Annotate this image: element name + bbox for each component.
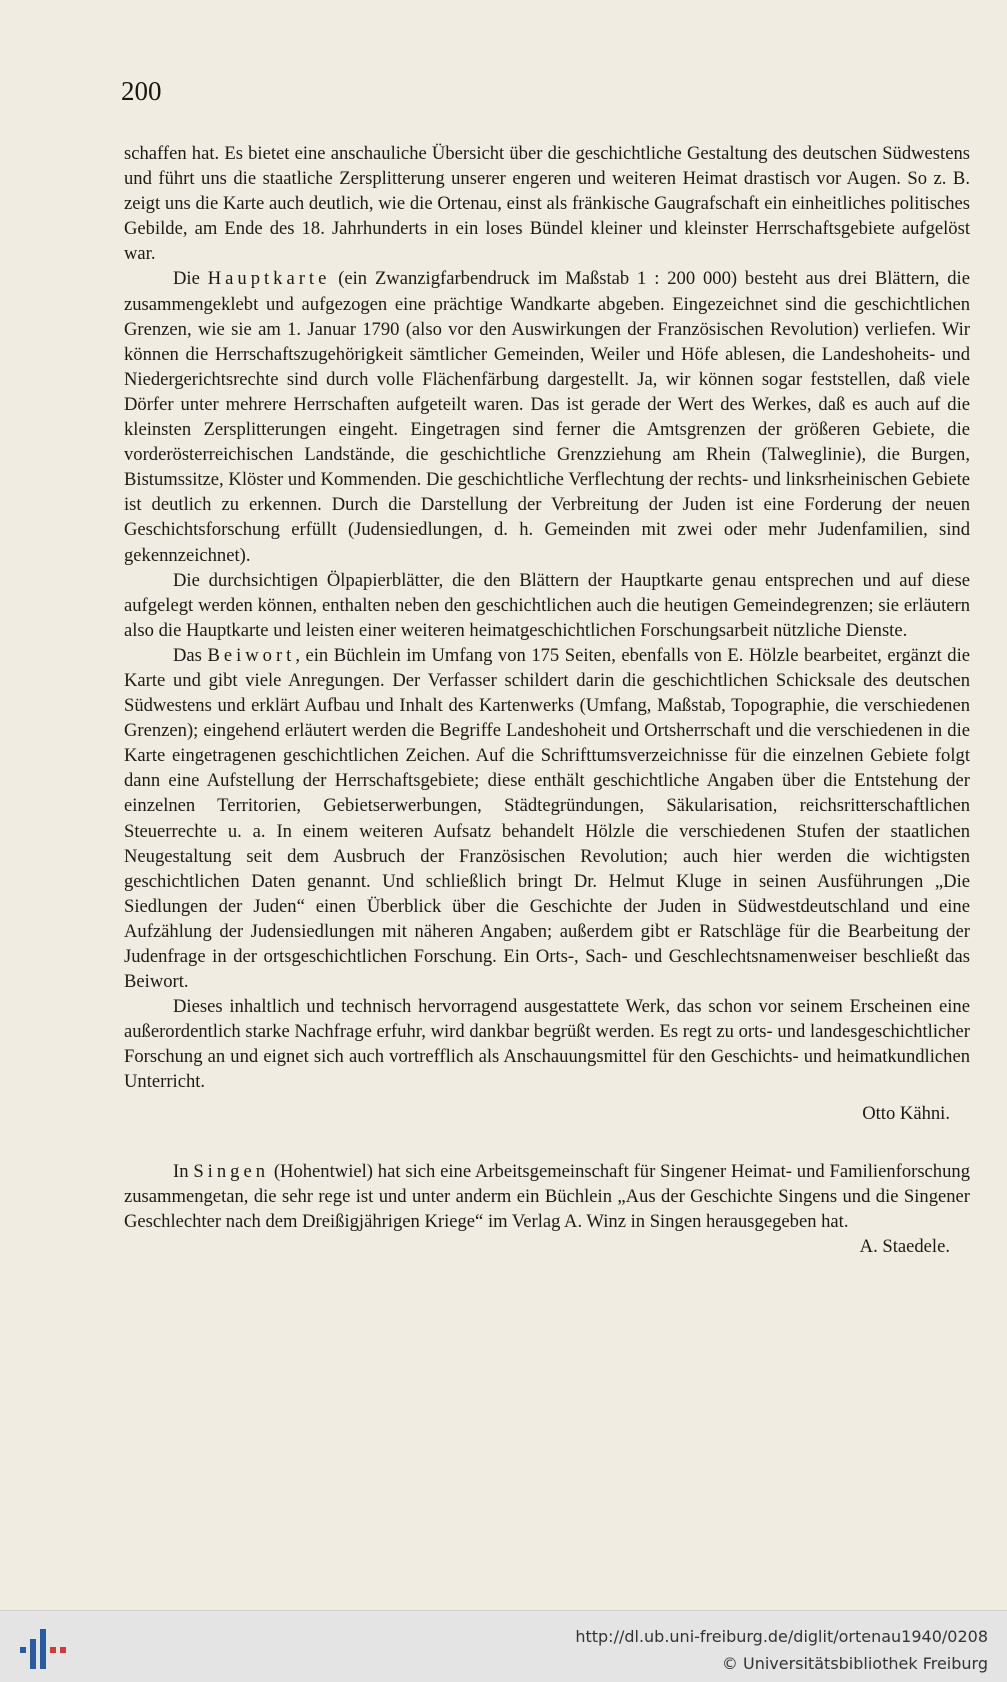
paragraph-6 <box>124 1159 970 1234</box>
paragraph-2 <box>124 266 970 567</box>
paragraph-1: schaffen hat. Es bietet eine anschauliche Übersicht über die geschichtliche Gestaltung des deutschen Südwestens und führt uns die staatliche Zersplitterung unserer engeren und weiteren Heimat drastisch vor Augen. So z. B. zeigt uns die Karte auch deutlich, wie die Ortenau, einst als fränkische Gaugrafschaft ein einheitliches politisches Gebilde, am Ende des 18. Jahrhunderts in ein loses Bündel kleiner und kleinster Herrschaftsgebiete aufgelöst war. <box>124 143 970 265</box>
paragraph-6-body: (Hohentwiel) hat sich eine Arbeitsgemeinschaft für Singener Heimat- und Familienforschung zusammengetan, die sehr rege ist und unter anderm ein Büchlein „Aus der Geschichte Singens und die Singener Geschlechter nach dem Dreißigjährigen Kriege“ im Verlag A. Winz in Singen herausgegeben hat. <box>124 1160 970 1232</box>
article-text <box>124 141 970 1259</box>
paragraph-4-body: , ein Büchlein im Umfang von 175 Seiten, ebenfalls von E. Hölzle bearbeitet, ergänzt die Karte und gibt viele Anregungen. Der Verfasser schildert darin die geschichtlichen Schicksale des deutschen Südwestens und erklärt Aufbau und Inhalt des Kartenwerks (Umfang, Maßstab, Topographie, die verschiedenen Grenzen); eingehend erläutert werden die Begriffe Landeshoheit und Ortsherrschaft und die verschiedenen in die Karte eingetragenen geschichtlichen Zeichen. Auf die Schrifttumsverzeichnisse für die einzelnen Gebiete folgt dann eine Aufstellung der Herrschaftsgebiete; diese enthält geschichtliche Angaben über die Entstehung der einzelnen Territorien, Gebietserwerbungen, Städtegründungen, Säkularisation, reichsritterschaftlichen Steuerrechte u. a. In einem weiteren Aufsatz behandelt Hölzle die verschiedenen Stufen der staatlichen Neugestaltung seit dem Ausbruch der Französischen Revolution; auch hier werden die wichtigsten geschichtlichen Daten genannt. Und schließlich bringt Dr. Helmut Kluge in seinen Ausführungen „Die Siedlungen der Juden“ einen Überblick über die Geschichte der Juden in Südwestdeutschland und eine Aufzählung der Judensiedlungen mit näheren Angaben; außerdem gibt er Ratschläge für die Bearbeitung der Judenfrage in der ortsgeschichtlichen Forschung. Ein Orts-, Sach- und Geschlechtsnamenweiser beschließt das Beiwort. <box>124 644 970 993</box>
paragraph-2-body: (ein Zwanzigfarbendruck im Maßstab 1 : 200 000) besteht aus drei Blättern, die zusammengeklebt und aufgezogen eine prächtige Wandkarte abgeben. Eingezeichnet sind die geschichtlichen Grenzen, wie sie am 1. Januar 1790 (also vor den Auswirkungen der Französischen Revolution) verliefen. Wir können die Herrschaftszugehörigkeit sämtlicher Gemeinden, Weiler und Höfe ablesen, die Landeshoheits- und Niedergerichtsrechte sind durch volle Flächenfärbung dargestellt. Ja, wir können sogar feststellen, daß viele Dörfer unter mehrere Herrschaften aufgeteilt waren. Das ist gerade der Wert des Werkes, daß es auch auf die kleinsten Zersplitterungen eingeht. Eingetragen sind ferner die Amtsgrenzen der größeren Gebiete, die vorderösterreichischen Landstände, die geschichtliche Grenzziehung am Rhein (Talweglinie), die Burgen, Bistumssitze, Klöster und Kommenden. Die geschichtliche Verflechtung der rechts- und linksrheinischen Gebiete ist deutlich zu erkennen. Durch die Darstellung der Verbreitung der Juden ist eine Forderung der neuen Geschichtsforschung erfüllt (Judensiedlungen, d. h. Gemeinden mit zwei oder mehr Judenfamilien, sind gekennzeichnet). <box>124 268 970 566</box>
term-hauptkarte: Hauptkarte <box>207 268 331 290</box>
term-singen: Singen <box>193 1160 269 1182</box>
signature-staedele: A. Staedele. <box>859 1235 950 1257</box>
paragraph-5: Dieses inhaltlich und technisch hervorragend ausgestattete Werk, das schon vor seinem Erscheinen eine außerordentlich starke Nachfrage erfuhr, wird dankbar begrüßt werden. Es regt zu orts- und landesgeschichtlicher Forschung an und eignet sich auch vortrefflich als Anschauungsmittel für den Geschichts- und heimatkundlichen Unterricht. <box>124 996 970 1093</box>
footer-copyright: © Universitätsbibliothek Freiburg <box>721 1654 988 1673</box>
paragraph-3: Die durchsichtigen Ölpapierblätter, die den Blättern der Hauptkarte genau entsprechen und auf diese aufgelegt werden können, enthalten neben den geschichtlichen auch die heutigen Gemeindegrenzen; sie erläutern also die Hauptkarte und leisten einer weiteren heimatgeschichtlichen Forschungsarbeit nützliche Dienste. <box>124 569 970 641</box>
paragraph-4-lead: Das <box>173 644 202 666</box>
signature-kaehni: Otto Kähni. <box>862 1102 950 1124</box>
section-gap <box>124 1126 970 1159</box>
footer-url-link[interactable]: http://dl.ub.uni-freiburg.de/diglit/ortenau1940/0208 <box>575 1627 988 1646</box>
term-beiwort: Beiwort <box>207 644 296 666</box>
library-logo-icon <box>18 1625 66 1673</box>
paragraph-6-lead: In <box>173 1160 189 1182</box>
page-number: 200 <box>121 76 162 106</box>
paragraph-2-lead: Die <box>173 268 200 290</box>
footer-bar <box>0 1610 1007 1682</box>
paragraph-4 <box>124 643 970 994</box>
